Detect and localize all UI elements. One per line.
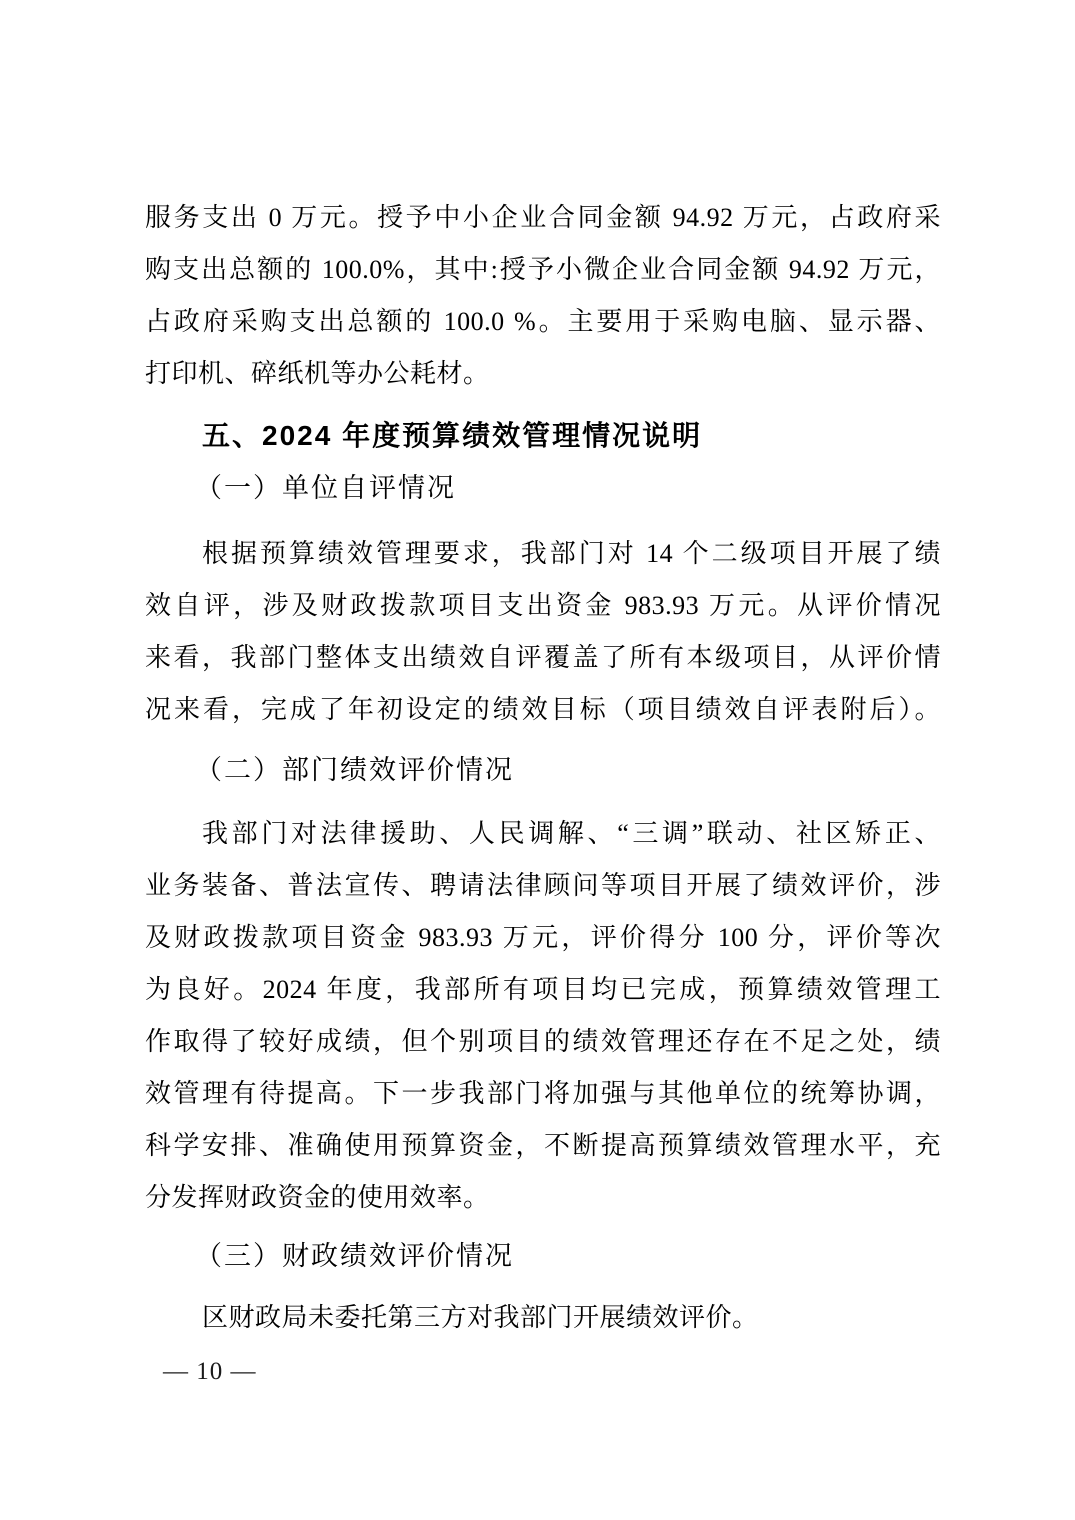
text-line: 效管理有待提高。下一步我部门将加强与其他单位的统筹协调， (145, 1079, 941, 1108)
page-number: — 10 — (163, 1358, 257, 1385)
document-body (145, 192, 941, 1344)
text-line: 况来看，完成了年初设定的绩效目标（项目绩效自评表附后）。 (145, 695, 941, 724)
text-line: 服务支出 0 万元。授予中小企业合同金额 94.92 万元，占政府采 (145, 203, 941, 232)
text-line: 分发挥财政资金的使用效率。 (145, 1183, 490, 1212)
text-line: 业务装备、普法宣传、聘请法律顾问等项目开展了绩效评价，涉 (145, 871, 941, 900)
text-line: 区财政局未委托第三方对我部门开展绩效评价。 (202, 1303, 759, 1332)
text-line: 效自评，涉及财政拨款项目支出资金 983.93 万元。从评价情况 (145, 591, 941, 620)
text-line: 购支出总额的 100.0%，其中:授予小微企业合同金额 94.92 万元， (145, 255, 941, 284)
text-line: 科学安排、准确使用预算资金，不断提高预算绩效管理水平，充 (145, 1131, 941, 1160)
paragraph-department-evaluation (145, 808, 941, 1224)
text-line: 来看，我部门整体支出绩效自评覆盖了所有本级项目，从评价情 (145, 643, 941, 672)
text-line: 为良好。2024 年度，我部所有项目均已完成，预算绩效管理工 (145, 975, 941, 1004)
subsection-2-heading: （二）部门绩效评价情况 (195, 755, 514, 785)
subsection-3-heading: （三）财政绩效评价情况 (195, 1241, 514, 1271)
text-line: 我部门对法律援助、人民调解、“三调”联动、社区矫正、 (202, 819, 941, 848)
text-line: 作取得了较好成绩，但个别项目的绩效管理还存在不足之处，绩 (145, 1027, 941, 1056)
paragraph-finance-evaluation (145, 1292, 941, 1344)
text-line: 根据预算绩效管理要求，我部门对 14 个二级项目开展了绩 (202, 539, 941, 568)
text-line: 及财政拨款项目资金 983.93 万元，评价得分 100 分，评价等次 (145, 923, 941, 952)
paragraph-self-evaluation (145, 528, 941, 736)
text-line: 打印机、碎纸机等办公耗材。 (145, 359, 490, 388)
text-line: 占政府采购支出总额的 100.0 %。主要用于采购电脑、显示器、 (145, 307, 941, 336)
subsection-1-heading: （一）单位自评情况 (195, 473, 456, 503)
section-5-heading: 五、2024 年度预算绩效管理情况说明 (202, 420, 703, 451)
paragraph-procurement (145, 192, 941, 400)
